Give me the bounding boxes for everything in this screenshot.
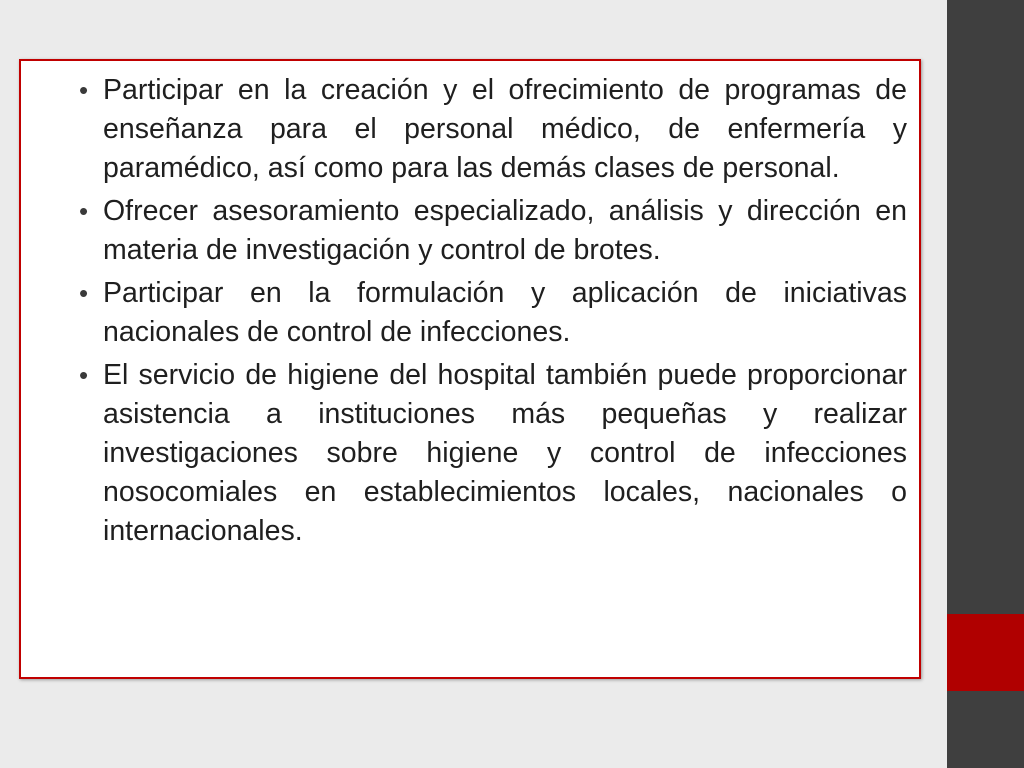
bullet-icon: •: [79, 196, 89, 226]
bullet-item-1: [79, 71, 907, 188]
bullet-item-4: [79, 356, 907, 551]
bullet-icon: •: [79, 360, 89, 390]
bullet-icon: •: [79, 278, 89, 308]
bullet-text: Participar en la formulación y aplicación de iniciativas nacionales de control de infecciones.: [103, 277, 907, 348]
bullet-text: Ofrecer asesoramiento especializado, análisis y dirección en materia de investigación y control de brotes.: [103, 195, 907, 266]
bullet-text: El servicio de higiene del hospital también puede proporcionar asistencia a instituciones más pequeñas y realizar investigaciones sobre higiene y control de infecciones nosocomiales en establecimientos locales, nacionales o internacionales.: [103, 359, 907, 547]
bullet-text: Participar en la creación y el ofrecimiento de programas de enseñanza para el personal médico, de enfermería y paramédico, así como para las demás clases de personal.: [103, 74, 907, 184]
bullet-item-2: [79, 192, 907, 270]
bullet-icon: •: [79, 75, 89, 105]
bullet-item-3: [79, 274, 907, 352]
right-accent-block: [947, 614, 1024, 691]
bullet-list: [79, 71, 907, 555]
content-box: [19, 59, 921, 679]
